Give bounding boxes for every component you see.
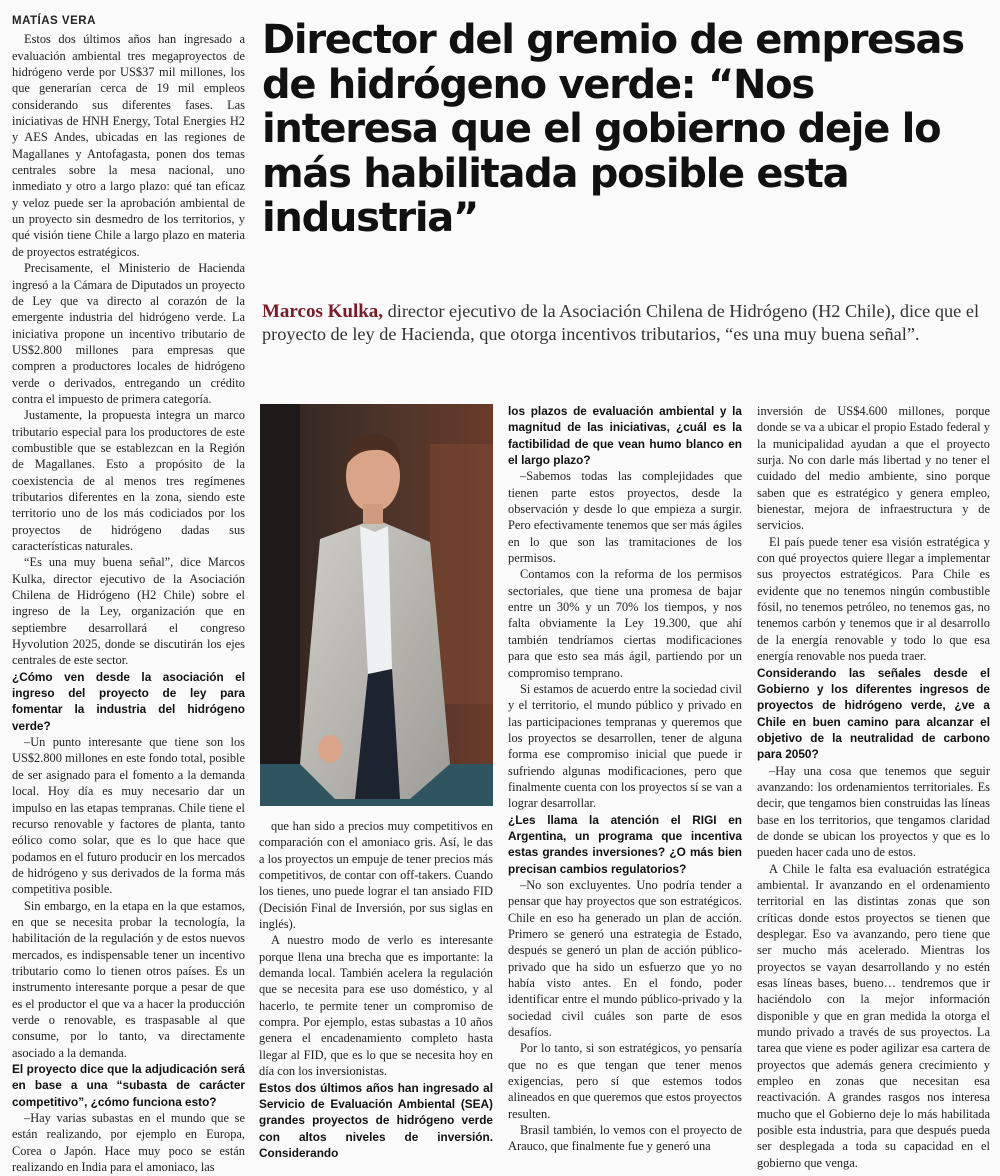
paragraph: –Un punto interesante que tiene son los US$2.800 millones en este fondo total, posible de ser asignado para el fomento a la demanda local. Hoy día es muy necesario dar un impulso en las etapas tempranas. Chile tiene el recurso renovable y factores de planta, tanto eólico como solar, que es lo que hace que podamos en el futuro producir en los mercados de hidrógeno y sus derivados de la forma más competitiva posible. [12,735,245,897]
lead-name: Marcos Kulka, [262,301,384,322]
portrait-photo [260,404,493,806]
paragraph: Precisamente, el Ministerio de Hacienda ingresó a la Cámara de Diputados un proyecto de Ley que va directo al corazón de la emergente industria del hidrógeno verde. La iniciativa propone un incentivo tributario de US$2.800 millones para empresas que compren a productores locales de hidrógeno verde o derivados, entregando un crédito contra el impuesto de primera categoría. [12,261,245,406]
article-lead [262,300,992,345]
article-column-3 [508,403,742,1155]
paragraph: Contamos con la reforma de los permisos sectoriales, que tiene una promesa de bajar entre un 30% y un 70% los tiempos, y nos falta obviamente la Ley 19.300, que ahí también tendríamos ciertas modificaciones para que esto sea más ágil, partiendo por un compromiso temprano. [508,567,742,680]
byline: MATÍAS VERA [12,15,96,27]
paragraph: –No son excluyentes. Uno podría tender a pensar que hay proyectos que son estratégicos. Chile en eso ha generado un plan de acción. Primero se generó una estrategia de Estado, después se generó un plan de acción público-privado que ha sido un esfuerzo que yo no había visto antes. En el fondo, poder identificar entre el mundo público-privado y la sociedad civil cuáles son parte de esos desafíos. [508,877,742,1040]
paragraph: Si estamos de acuerdo entre la sociedad civil y el territorio, el mundo público y privado en las participaciones tempranas y queremos que los proyectos se desarrollen, tener de alguna forma ese compromiso inicial que puede ir sufriendo algunas modificaciones, pero que finalmente cuenta con los proyectos sí se van a lograr desarrollar. [508,681,742,811]
interview-question: los plazos de evaluación ambiental y la magnitud de las iniciativas, ¿cuál es la factibilidad de que vean humo blanco en el largo plazo? [508,404,742,468]
paragraph: –Sabemos todas las complejidades que tienen parte estos proyectos, desde la observación y desde lo que empieza a surgir. Pero efectivamente tenemos que ser más ágiles en lo que son las tramitaciones de los permisos. [508,469,742,566]
paragraph: A nuestro modo de verlo es interesante porque llena una brecha que es importante: la demanda local. También acelera la regulación que se necesita para ese uso doméstico, y al hacerlo, te permite tener un compromiso de compra. Por ejemplo, estas subastas a 10 años genera el encadenamiento completo hasta llegar al FID, que es lo que se necesita hoy en día con los inversionistas. [259,933,493,1079]
paragraph: –Hay varias subastas en el mundo que se están realizando, por ejemplo en Europa, Corea o Japón. Hace muy poco se están realizando en India para el amoniaco, las [12,1111,245,1175]
paragraph: –Hay una cosa que tenemos que seguir avanzando: los ordenamientos territoriales. Es decir, que tengamos bien construidas las líneas base en los territorios, que tengamos claridad de donde se ubican los proyectos y que es lo pueden hacer cada uno de estos. [757,763,990,860]
paragraph: Estos dos últimos años han ingresado a evaluación ambiental tres megaproyectos de hidrógeno verde por US$37 mil millones, los que generarían cerca de 19 mil empleos considerando sus diferentes fases. Las iniciativas de HNH Energy, Total Energies H2 y AES Andes, ubicadas en las regiones de Magallanes y Antofagasta, ponen dos temas centrales sobre la mesa nacional, uno inmediato y otro a largo plazo: qué tan eficaz y veloz puede ser la aprobación ambiental de un proyecto sin desmedro de los territorios, y qué visión tiene Chile a largo plazo en materia de proyectos estratégicos. [12,32,245,259]
lead-text: director ejecutivo de la Asociación Chilena de Hidrógeno (H2 Chile), dice que el proyecto de ley de Hacienda, que otorga incentivos tributarios, “es una muy buena señal”. [262,301,980,344]
paragraph: Justamente, la propuesta integra un marco tributario especial para los productores de este combustible que se establezcan en la Región de Magallanes. Esto a propósito de la coexistencia de al menos tres regímenes tributarios diferentes en la zona, siendo este territorio uno de los más codiciados por los proyectos de hidrógeno dadas sus características naturales. [12,408,245,553]
article-column-2 [259,818,493,1161]
interview-question: ¿Cómo ven desde la asociación el ingreso del proyecto de ley para fomentar la industria del hidrógeno verde? [12,669,245,733]
paragraph: El país puede tener esa visión estratégica y con qué proyectos quiere llegar a implementar sus proyectos estratégicos. Para Chile es evidente que no tenemos ningún combustible fósil, no tenemos petróleo, no tenemos gas, no tenemos carbón y tenemos que ir al desarrollo de la energía renovable y todo lo que esa energía renovable nos pueda traer. [757,534,990,664]
article-column-4 [757,403,990,1171]
interview-question: ¿Les llama la atención el RIGI en Argentina, un programa que incentiva estas grandes inversiones? ¿O más bien precisan cambios regulatorios? [508,812,742,876]
article-headline: Director del gremio de empresas de hidrógeno verde: “Nos interesa que el gobierno deje lo más habilitada posible esta industria” [262,17,964,241]
interview-question: Estos dos últimos años han ingresado al Servicio de Evaluación Ambiental (SEA) grandes proyectos de hidrógeno verde con altos niveles de inversión. Considerando [259,1080,493,1160]
paragraph: que han sido a precios muy competitivos en comparación con el amoniaco gris. Así, le das a los proyectos un empuje de tener precios más competitivos, de contar con off-takers. Cuando los tienes, uno puede lograr el tan ansiado FID (Decisión Final de Inversión, por sus siglas en inglés). [259,819,493,932]
paragraph: A Chile le falta esa evaluación estratégica ambiental. Ir avanzando en el ordenamiento territorial en las distintas zonas que son críticas donde estos proyectos se tienen que desplegar. Eso va avanzando, pero tiene que ser mucho más acelerado. Mientras los proyectos se vayan desarrollando y no estén esas líneas bases, bueno… tendremos que ir haciéndolo con la mejor información disponible y que en gran medida la otorga el mundo privado a través de sus proyectos. La tarea que viene es poder agilizar esa cartera de proyectos que además genera crecimiento y empleo en zonas que necesitan esa reactivación. A grandes rasgos nos interesa mucho que el Gobierno deje lo más habilitada posible esta industria, para que después pueda ser desplegada a toda su capacidad en el gobierno que venga. [757,861,990,1170]
paragraph: Sin embargo, en la etapa en la que estamos, en que se necesita probar la tecnología, la habilitación de la regulación y de estos nuevos mercados, es indispensable tener un incentivo tributario como lo tienen otros países. Es un instrumento interesante porque a pesar de que es el productor el que va a hacer la producción verde o renovable, es traspasable al que consume, por lo tanto, va directamente asociado a la demanda. [12,898,245,1060]
paragraph: inversión de US$4.600 millones, porque donde se va a ubicar el propio Estado federal y la municipalidad ayudan a que el proyecto surja. No con darle más libertad y no tener el cuidado del medio ambiente, sino porque saben que es estratégico y genera empleo, bienestar, mejora de infraestructura y de servicios. [757,404,990,533]
article-column-1 [12,13,245,1175]
interview-question: El proyecto dice que la adjudicación será en base a una “subasta de carácter competitivo”, ¿cómo funciona esto? [12,1062,245,1109]
interview-question: Considerando las señales desde el Gobierno y los diferentes ingresos de proyectos de hidrógeno verde, ¿ve a Chile en buen camino para alcanzar el objetivo de la neutralidad de carbono para 2050? [757,665,990,762]
paragraph: Brasil también, lo vemos con el proyecto de Arauco, que finalmente fue y generó una [508,1123,742,1154]
paragraph: Por lo tanto, si son estratégicos, yo pensaría que no es que tengan que tener menos exigencias, pero sí que estemos todos alineados en que queremos que estos proyectos resulten. [508,1041,742,1121]
paragraph: “Es una muy buena señal”, dice Marcos Kulka, director ejecutivo de la Asociación Chilena de Hidrógeno (H2 Chile) sobre el ingreso de la Ley, organización que en septiembre desarrollará el congreso Hyvolution 2025, donde se discutirán los ejes centrales de este sector. [12,555,245,668]
